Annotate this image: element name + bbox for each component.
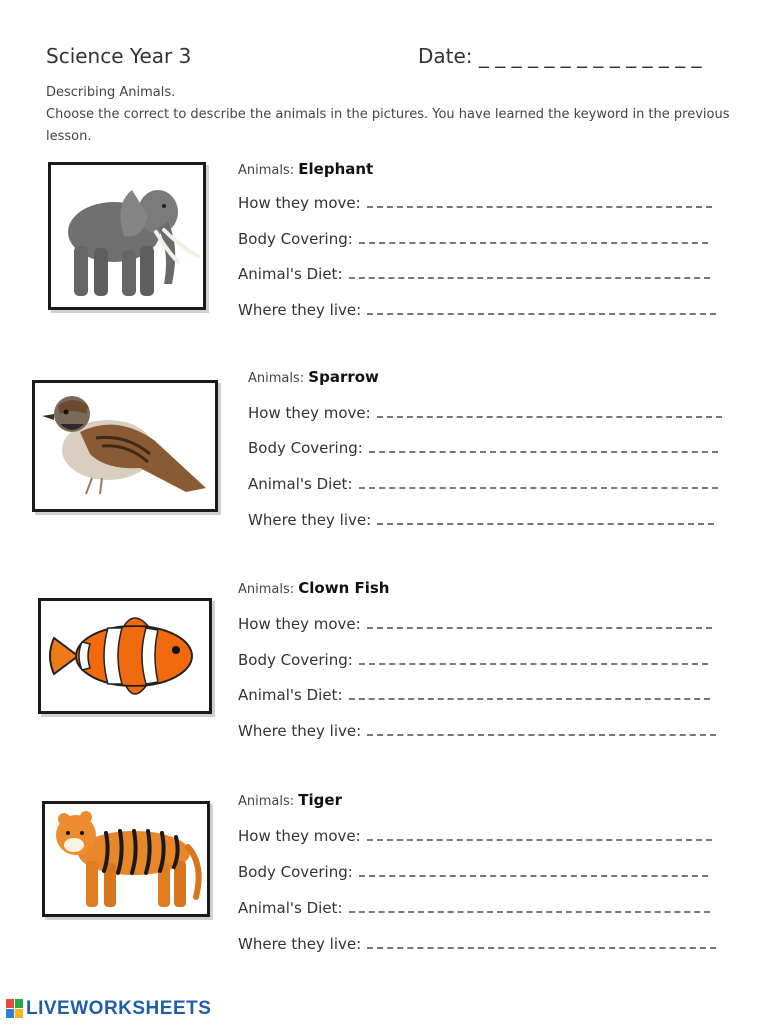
elephant-photo — [48, 162, 206, 310]
animal-diet-field[interactable] — [238, 265, 710, 285]
answer-blank[interactable] — [377, 404, 722, 418]
answer-blank[interactable] — [359, 230, 708, 244]
answer-blank[interactable] — [349, 686, 711, 700]
logo-blocks-icon — [6, 999, 24, 1019]
intro-text — [46, 82, 729, 148]
intro-line-3: lesson. — [46, 129, 92, 144]
field-label: Animal's Diet: — [248, 475, 353, 493]
animal-name: Elephant — [298, 160, 374, 178]
animal-diet-field[interactable] — [238, 899, 710, 919]
field-label: Animal's Diet: — [238, 686, 343, 704]
answer-blank[interactable] — [367, 615, 712, 629]
intro-line-1: Describing Animals. — [46, 85, 176, 100]
how-they-move-field[interactable] — [238, 615, 712, 635]
where-they-live-field[interactable] — [238, 301, 716, 321]
tiger-icon — [46, 805, 206, 913]
answer-blank[interactable] — [367, 935, 716, 949]
liveworksheets-logo[interactable] — [6, 998, 211, 1020]
intro-line-2: Choose the correct to describe the animals in the pictures. You have learned the keyword in the previous — [46, 107, 730, 122]
worksheet-title: Science Year 3 — [46, 44, 192, 68]
animals-label: Animals: — [238, 794, 295, 809]
clownfish-photo — [38, 598, 212, 714]
elephant-icon — [52, 166, 202, 306]
field-label: Body Covering: — [238, 651, 353, 669]
body-covering-field[interactable] — [238, 230, 708, 250]
field-label: Body Covering: — [238, 230, 353, 248]
field-label: Where they live: — [248, 511, 372, 529]
where-they-live-field[interactable] — [238, 722, 716, 742]
where-they-live-field[interactable] — [238, 935, 716, 955]
field-label: How they move: — [238, 615, 361, 633]
animal-heading-sparrow — [248, 368, 379, 386]
field-label: Where they live: — [238, 935, 362, 953]
animals-label: Animals: — [238, 582, 295, 597]
field-label: Body Covering: — [248, 439, 363, 457]
clownfish-icon — [42, 602, 208, 710]
where-they-live-field[interactable] — [248, 511, 714, 531]
field-label: Where they live: — [238, 722, 362, 740]
animal-diet-field[interactable] — [248, 475, 718, 495]
body-covering-field[interactable] — [248, 439, 718, 459]
answer-blank[interactable] — [349, 265, 711, 279]
answer-blank[interactable] — [359, 475, 719, 489]
field-label: Animal's Diet: — [238, 265, 343, 283]
how-they-move-field[interactable] — [238, 194, 712, 214]
animal-heading-elephant — [238, 160, 373, 178]
body-covering-field[interactable] — [238, 863, 708, 883]
animals-label: Animals: — [248, 371, 305, 386]
animal-diet-field[interactable] — [238, 686, 710, 706]
animal-name: Clown Fish — [298, 579, 390, 597]
answer-blank[interactable] — [367, 194, 712, 208]
how-they-move-field[interactable] — [248, 404, 722, 424]
body-covering-field[interactable] — [238, 651, 708, 671]
answer-blank[interactable] — [359, 651, 708, 665]
tiger-photo — [42, 801, 210, 917]
field-label: How they move: — [238, 827, 361, 845]
how-they-move-field[interactable] — [238, 827, 712, 847]
field-label: How they move: — [248, 404, 371, 422]
answer-blank[interactable] — [349, 899, 711, 913]
animals-label: Animals: — [238, 163, 295, 178]
answer-blank[interactable] — [369, 439, 718, 453]
sparrow-photo — [32, 380, 218, 512]
animal-name: Sparrow — [308, 368, 379, 386]
animal-heading-tiger — [238, 791, 342, 809]
date-field[interactable]: Date: _ _ _ _ _ _ _ _ _ _ _ _ _ _ — [418, 44, 702, 68]
answer-blank[interactable] — [367, 301, 716, 315]
brand-text: LIVEWORKSHEETS — [26, 998, 212, 1019]
answer-blank[interactable] — [367, 722, 716, 736]
field-label: Animal's Diet: — [238, 899, 343, 917]
sparrow-icon — [36, 384, 214, 508]
answer-blank[interactable] — [367, 827, 712, 841]
answer-blank[interactable] — [377, 511, 714, 525]
answer-blank[interactable] — [359, 863, 708, 877]
field-label: Where they live: — [238, 301, 362, 319]
animal-heading-clownfish — [238, 579, 390, 597]
field-label: How they move: — [238, 194, 361, 212]
animal-name: Tiger — [298, 791, 342, 809]
field-label: Body Covering: — [238, 863, 353, 881]
